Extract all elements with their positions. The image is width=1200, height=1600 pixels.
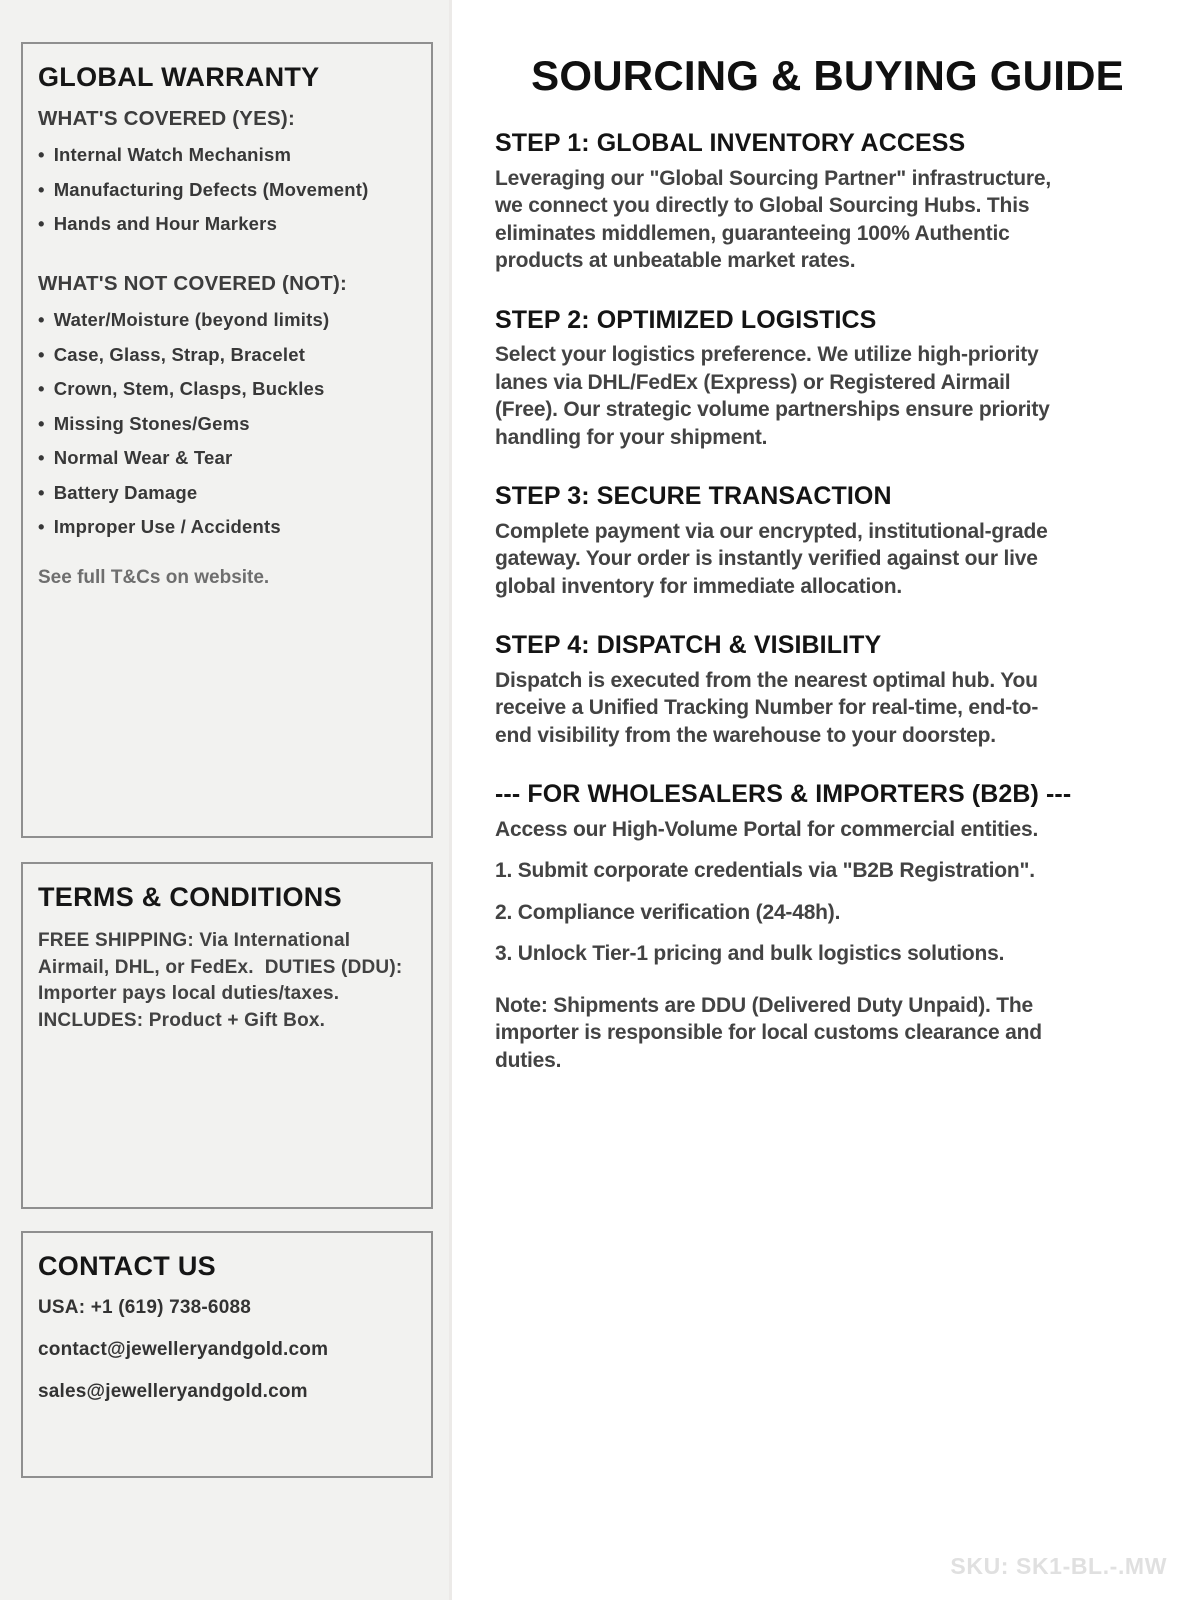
list-item: • Hands and Hour Markers — [38, 213, 415, 234]
step-2-section — [495, 307, 1073, 452]
contact-us-panel — [21, 1231, 433, 1478]
contact-phone: USA: +1 (619) 738-6088 — [38, 1297, 251, 1318]
b2b-item-3: 3. Unlock Tier-1 pricing and bulk logistics solutions. — [495, 942, 1005, 966]
b2b-intro: Access our High-Volume Portal for commercial entities. — [495, 817, 1039, 841]
guide-content — [495, 130, 1073, 1074]
list-item: • Case, Glass, Strap, Bracelet — [38, 344, 415, 365]
terms-title: TERMS & CONDITIONS — [38, 882, 342, 912]
covered-list — [38, 144, 415, 234]
step-3-section — [495, 483, 1073, 600]
info-sidebar — [0, 0, 452, 1600]
b2b-heading: --- FOR WHOLESALERS & IMPORTERS (B2B) --- — [495, 780, 1072, 809]
list-item: • Crown, Stem, Clasps, Buckles — [38, 378, 415, 399]
sourcing-guide-main — [455, 0, 1200, 1600]
terms-body: FREE SHIPPING: Via International Airmail, DHL, or FedEx. DUTIES (DDU): Importer pays local duties/taxes. INCLUDES: Product + Gift Box. — [38, 930, 408, 1031]
warranty-footnote: See full T&Cs on website. — [38, 567, 270, 588]
step-3-body: Complete payment via our encrypted, institutional-grade gateway. Your order is instantly verified against our live global inventory for immediate allocation. — [495, 519, 1048, 598]
list-item: • Battery Damage — [38, 482, 415, 503]
list-item: • Normal Wear & Tear — [38, 447, 415, 468]
page-title: SOURCING & BUYING GUIDE — [531, 52, 1124, 99]
contact-email-sales: sales@jewelleryandgold.com — [38, 1381, 308, 1402]
list-item: • Missing Stones/Gems — [38, 413, 415, 434]
not-covered-heading: WHAT'S NOT COVERED (NOT): — [38, 272, 347, 295]
contact-title: CONTACT US — [38, 1251, 216, 1281]
covered-heading: WHAT'S COVERED (YES): — [38, 107, 295, 130]
step-4-section — [495, 632, 1073, 749]
contact-email-primary: contact@jewelleryandgold.com — [38, 1339, 329, 1360]
step-1-section — [495, 130, 1073, 275]
list-item: • Improper Use / Accidents — [38, 516, 415, 537]
sku-watermark: SKU: SK1-BL.-.MW — [950, 1553, 1167, 1579]
step-1-heading: STEP 1: GLOBAL INVENTORY ACCESS — [495, 129, 966, 158]
list-item: • Manufacturing Defects (Movement) — [38, 179, 415, 200]
b2b-note: Note: Shipments are DDU (Delivered Duty Unpaid). The importer is responsible for local customs clearance and duties. — [495, 993, 1042, 1072]
list-item: • Water/Moisture (beyond limits) — [38, 309, 415, 330]
b2b-item-2: 2. Compliance verification (24-48h). — [495, 900, 841, 924]
b2b-section — [495, 781, 1073, 1074]
warranty-title: GLOBAL WARRANTY — [38, 62, 320, 92]
step-2-body: Select your logistics preference. We utilize high-priority lanes via DHL/FedEx (Express) or Registered Airmail (Free). Our strategic volume partnerships ensure priority handling for your shipment. — [495, 343, 1050, 449]
b2b-item-1: 1. Submit corporate credentials via "B2B Registration". — [495, 859, 1035, 883]
terms-conditions-panel — [21, 862, 433, 1209]
step-2-heading: STEP 2: OPTIMIZED LOGISTICS — [495, 305, 877, 334]
step-4-heading: STEP 4: DISPATCH & VISIBILITY — [495, 631, 882, 660]
step-4-body: Dispatch is executed from the nearest optimal hub. You receive a Unified Tracking Number for real-time, end-to-end visibility from the warehouse to your doorstep. — [495, 668, 1039, 747]
step-3-heading: STEP 3: SECURE TRANSACTION — [495, 482, 892, 511]
list-item: • Internal Watch Mechanism — [38, 144, 415, 165]
global-warranty-panel — [21, 42, 433, 838]
not-covered-list — [38, 309, 415, 537]
step-1-body: Leveraging our "Global Sourcing Partner" infrastructure, we connect you directly to Global Sourcing Hubs. This eliminates middlemen, guaranteeing 100% Authentic products at unbeatable market rates. — [495, 166, 1051, 273]
